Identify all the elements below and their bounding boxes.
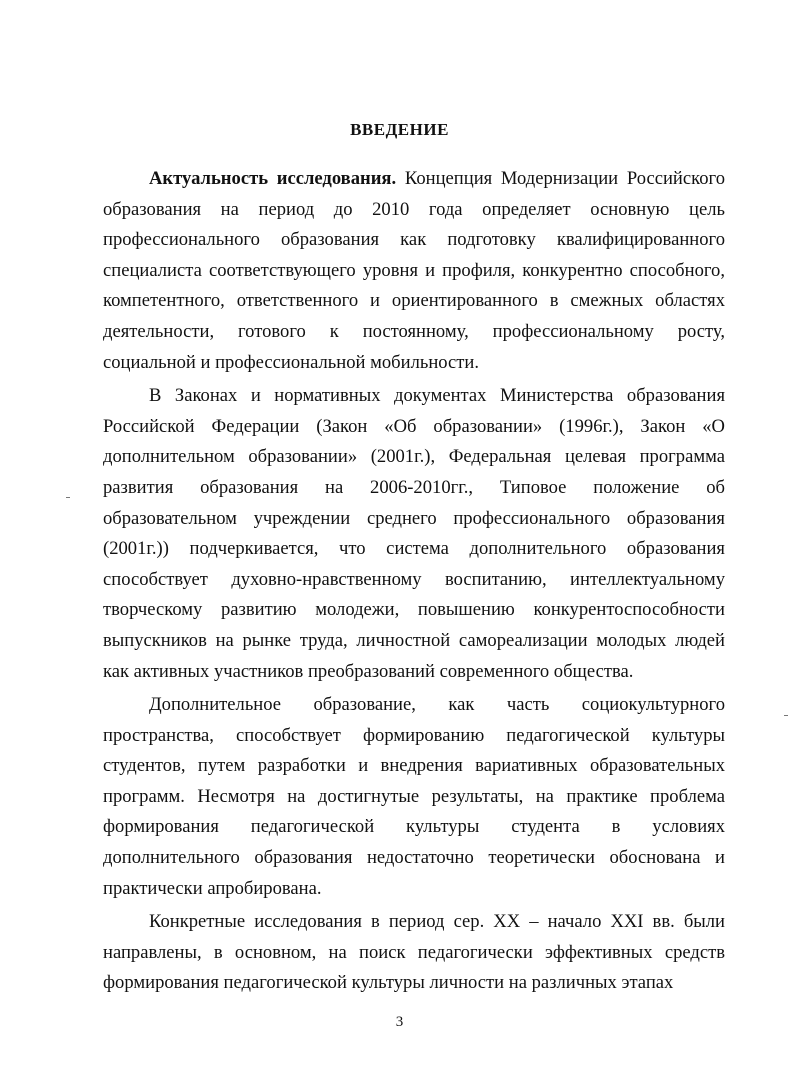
paragraph-text: Дополнительное образование, как часть социокультурного пространства, способствует формированию педагогической культуры студентов, путем разработки и внедрения вариативных образовательных программ. Несмотря на достигнутые результаты, на практике проблема формирования педагогической культуры студента в условиях дополнительного образования недостаточно теоретически обоснована и практически апробирована. [103,694,725,899]
paragraph-lead: Актуальность исследования. [149,168,397,189]
scan-speck [66,497,70,498]
paragraph-additional-education [103,690,725,904]
page-number: 3 [395,1014,404,1030]
body-text [103,164,725,999]
scan-speck [784,715,788,716]
paragraph-text: Конкретные исследования в период сер. XX – начало XXI вв. были направлены, в основном, на поиск педагогически эффективных средств формирования педагогической культуры личности на различных этапах [103,911,725,994]
paragraph-laws [103,381,725,687]
paragraph-text: Концепция Модернизации Российского образования на период до 2010 года определяет основную цель профессионального образования как подготовку квалифицированного специалиста соответствующего уровня и профиля, конкурентно способного, компетентного, ответственного и ориентированного в смежных областях деятельности, готового к постоянному, профессиональному росту, социальной и профессиональной мобильности. [103,168,725,373]
page-heading: ВВЕДЕНИЕ [350,120,449,139]
paragraph-research [103,907,725,999]
paragraph-text: В Законах и нормативных документах Министерства образования Российской Федерации (Закон «Об образовании» (1996г.), Закон «О дополнительном образовании» (2001г.), Федеральная целевая программа развития образования на 2006-2010гг., Типовое положение об образовательном учреждении среднего профессионального образования (2001г.)) подчеркивается, что система дополнительного образования способствует духовно-нравственному воспитанию, интеллектуальному творческому развитию молодежи, повышению конкурентоспособности выпускников на рынке труда, личностной самореализации молодых людей как активных участников преобразований современного общества. [103,385,725,682]
paragraph-relevance [103,164,725,378]
